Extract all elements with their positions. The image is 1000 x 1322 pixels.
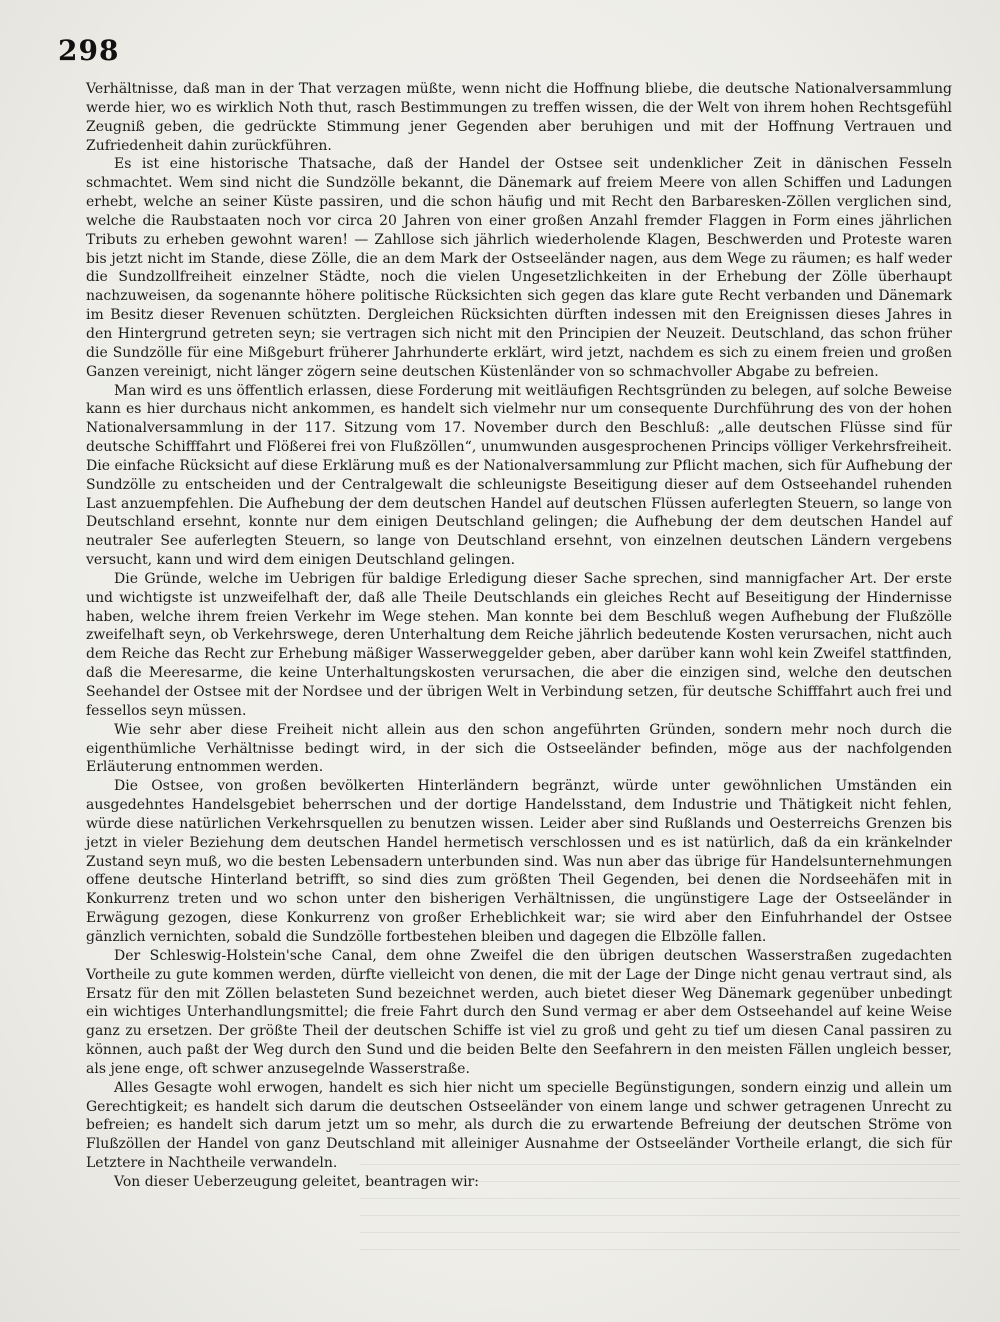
paragraph: Verhältnisse, daß man in der That verzagen müßte, wenn nicht die Hoffnung bliebe, die deutsche Nationalversammlung werde hier, wo es wirklich Noth thut, rasch Bestimmungen zu treffen wissen, die der Welt von ihrem hohen Rechtsgefühl Zeugniß geben, die gedrückte Stimmung jener Gegenden aber beruhigen und mit der Hoffnung Vertrauen und Zufriedenheit dahin zurückführen. <box>86 81 952 154</box>
paragraph: Wie sehr aber diese Freiheit nicht allein aus den schon angeführten Gründen, sondern mehr noch durch die eigenthümliche Verhältnisse bedingt wird, in der sich die Ostseeländer befinden, möge aus der nachfolgenden Erläuterung entnommen werden. <box>86 721 952 776</box>
paragraph: Die Ostsee, von großen bevölkerten Hinterländern begränzt, würde unter gewöhnlichen Umständen ein ausgedehntes Handelsgebiet beherrschen und der dortige Handelsstand, dem Industrie und Thätigkeit nicht fehlen, würde diese natürlichen Verkehrsquellen zu benutzen wissen. Leider aber sind Rußlands und Oesterreichs Grenzen bis jetzt in vieler Beziehung dem deutschen Handel hermetisch verschlossen und es ist natürlich, daß da ein kränkelnder Zustand seyn muß, wo die besten Lebensadern unterbunden sind. Was nun aber das übrige für Handelsunternehmungen offene deutsche Hinterland betrifft, so sind dies zum größten Theil Gegenden, bei denen die Nordseehäfen mit in Konkurrenz treten und wo schon unter den bisherigen Verhältnissen, die ungünstigere Lage der Ostseeländer in Erwägung gezogen, diese Konkurrenz von großer Erheblichkeit war; sie wird aber den Einfuhrhandel der Ostsee gänzlich vernichten, sobald die Sundzölle fortbestehen bleiben und dagegen die Elbzölle fallen. <box>86 778 952 945</box>
closing-line: Von dieser Ueberzeugung geleitet, beantragen wir: <box>114 1173 479 1190</box>
page-number: 298 <box>58 34 120 67</box>
body-text <box>86 80 952 1192</box>
paragraph: Alles Gesagte wohl erwogen, handelt es sich hier nicht um specielle Begünstigungen, sondern einzig und allein um Gerechtigkeit; es handelt sich darum die deutschen Ostseeländer von einem lange und schwer getragenen Unrecht zu befreien; es handelt sich darum jetzt um so mehr, als durch die zu erwartende Befreiung der deutschen Ströme von Flußzöllen der Handel von ganz Deutschland mit alleiniger Ausnahme der Ostseeländer Vortheile erlangt, die sich für Letztere in Nachtheile verwandeln. <box>86 1079 952 1172</box>
paragraph: Es ist eine historische Thatsache, daß der Handel der Ostsee seit undenklicher Zeit in dänischen Fesseln schmachtet. Wem sind nicht die Sundzölle bekannt, die Dänemark auf freiem Meere von allen Schiffen und Ladungen erhebt, welche an seiner Küste passiren, und die schon häufig und mit Recht den Barbaresken-Zöllen verglichen sind, welche die Raubstaaten noch vor circa 20 Jahren von einer großen Anzahl fremder Flaggen in Form eines jährlichen Tributs zu erheben gewohnt waren! — Zahllose sich jährlich wiederholende Klagen, Beschwerden und Proteste waren bis jetzt nicht im Stande, diese Zölle, die an dem Mark der Ostseeländer nagen, aus dem Wege zu räumen; es half weder die Sundzollfreiheit einzelner Städte, noch die vielen Ungesetzlichkeiten in der Erhebung der Zölle überhaupt nachzuweisen, da sogenannte höhere politische Rücksichten sich gegen das klare gute Recht verbanden und Dänemark im Besitz dieser Revenuen schützten. Dergleichen Rücksichten dürften indessen mit den Ereignissen dieses Jahres in den Hintergrund getreten seyn; sie vertragen sich nicht mit den Principien der Neuzeit. Deutschland, das schon früher die Sundzölle für eine Mißgeburt früherer Jahrhunderte erklärt, wird jetzt, nachdem es sich zu einem freien und großen Ganzen vereinigt, nicht länger zögern seine deutschen Küstenländer von so schmachvoller Abgabe zu befreien. <box>86 156 952 380</box>
paragraph: Der Schleswig-Holstein'sche Canal, dem ohne Zweifel die den übrigen deutschen Wasserstraßen zugedachten Vortheile zu gute kommen werden, dürfte vielleicht von denen, die mit der Lage der Dinge nicht genau vertraut sind, als Ersatz für den mit Zöllen belasteten Sund bezeichnet werden, auch bietet dieser Weg Dänemark gegenüber unbedingt ein wichtiges Unterhandlungsmittel; die freie Fahrt durch den Sund vermag er aber dem Ostseehandel auf keine Weise ganz zu ersetzen. Der größte Theil der deutschen Schiffe ist viel zu groß und geht zu tief um diesen Canal passiren zu können, auch paßt der Weg durch den Sund und die beiden Belte den Seefahrern in den meisten Fällen ungleich besser, als jene enge, oft schwer anzusegelnde Wasserstraße. <box>86 947 952 1077</box>
paragraph: Die Gründe, welche im Uebrigen für baldige Erledigung dieser Sache sprechen, sind mannigfacher Art. Der erste und wichtigste ist unzweifelhaft der, daß alle Theile Deutschlands ein gleiches Recht auf Beseitigung der Hindernisse haben, welche ihrem freien Verkehr im Wege stehen. Man konnte bei dem Beschluß wegen Aufhebung der Flußzölle zweifelhaft seyn, ob Verkehrswege, deren Unterhaltung dem Reiche jährlich bedeutende Kosten verursachen, nicht auch dem Reiche das Recht zur Erhebung mäßiger Wasserweggelder geben, aber darüber kann wohl kein Zweifel stattfinden, daß die Meeresarme, die keine Unterhaltungskosten verursachen, die aber die einzigen sind, welche den deutschen Seehandel der Ostsee mit der Nordsee und der übrigen Welt in Verbindung setzen, für deutsche Schifffahrt auch frei und fessellos seyn müssen. <box>86 570 952 719</box>
paragraph: Man wird es uns öffentlich erlassen, diese Forderung mit weitläufigen Rechtsgründen zu belegen, auf solche Beweise kann es hier durchaus nicht ankommen, es handelt sich vielmehr nur um consequente Durchführung des von der hohen Nationalversammlung in der 117. Sitzung vom 17. November durch den Beschluß: „alle deutschen Flüsse sind für deutsche Schifffahrt und Flößerei frei von Flußzöllen“, unumwunden ausgesprochenen Princips völliger Verkehrsfreiheit. Die einfache Rücksicht auf diese Erklärung muß es der Nationalversammlung zur Pflicht machen, sich für Aufhebung der Sundzölle zu entscheiden und der Centralgewalt die schleunigste Beseitigung dieser auf dem Ostseehandel ruhenden Last anzuempfehlen. Die Aufhebung der dem deutschen Handel auf deutschen Flüssen auferlegten Steuern, so lange von Deutschland ersehnt, konnte nur dem einigen Deutschland gelingen; die Aufhebung der dem deutschen Handel auf neutraler See auferlegten Steuern, so lange von Deutschland ersehnt, von einzelnen deutschen Ländern vergebens versucht, kann und wird dem einigen Deutschland gelingen. <box>86 382 952 569</box>
show-through-texture <box>360 1150 960 1250</box>
